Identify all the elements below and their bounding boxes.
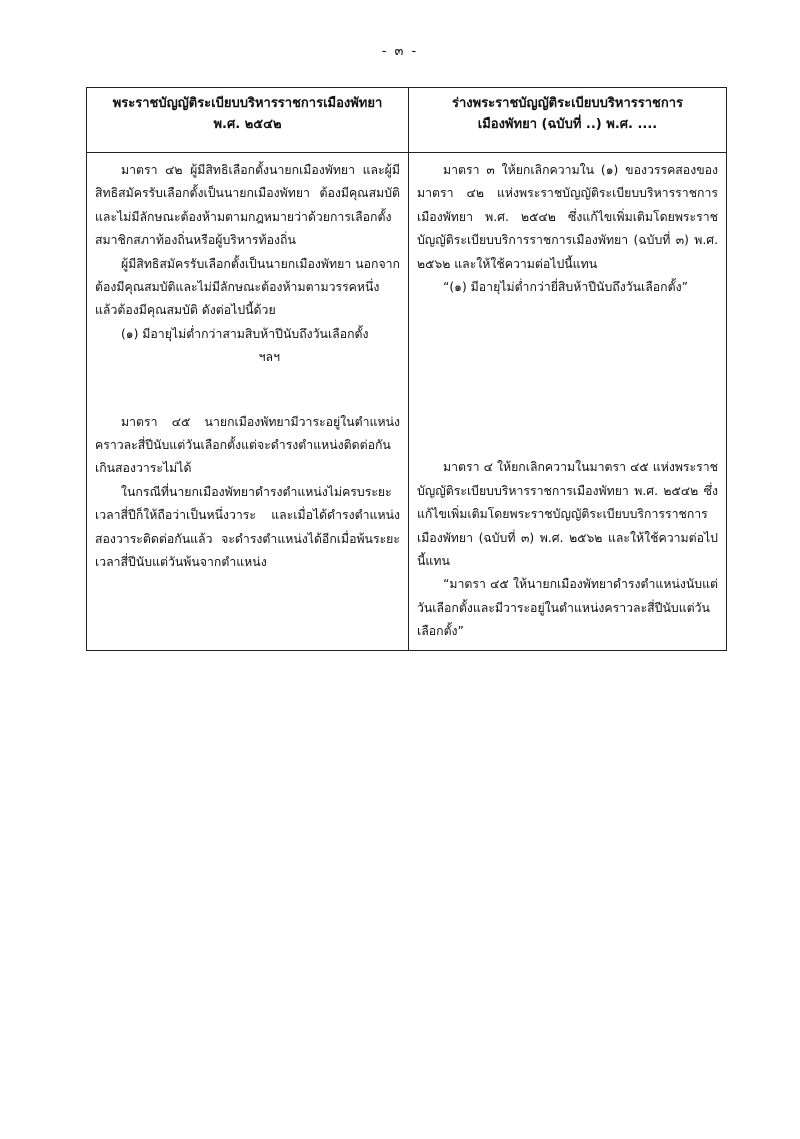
- ellipsis-mark: ฯลฯ: [258, 350, 280, 365]
- paragraph: “(๑) มีอายุไม่ต่ำกว่ายี่สิบห้าปีนับถึงวันเลือกตั้ง”: [443, 280, 688, 295]
- paragraph: ในกรณีที่นายกเมืองพัทยาดำรงตำแหน่งไม่ครบระยะเวลาสี่ปีก็ให้ถือว่าเป็นหนึ่งวาระ และเมื่อได้ดำรงตำแหน่งสองวาระติดต่อกันแล้ว จะดำรงตำแหน่งได้อีกเมื่อพ้นระยะเวลาสี่ปีนับแต่วันพ้นจากตำแหน่ง: [95, 484, 400, 570]
- draft-law-header: [409, 88, 727, 153]
- paragraph: ผู้มีสิทธิสมัครรับเลือกตั้งเป็นนายกเมืองพัทยา นอกจากต้องมีคุณสมบัติและไม่มีลักษณะต้องห้ามตามวรรคหนึ่งแล้วต้องมีคุณสมบัติ ดังต่อไปนี้ด้วย: [95, 256, 400, 318]
- spacer: [417, 299, 718, 456]
- paragraph: “มาตรา ๔๕ ให้นายกเมืองพัทยาดำรงตำแหน่งนับแต่วันเลือกตั้งและมีวาระอยู่ในตำแหน่งคราวละสี่ปีนับแต่วันเลือกตั้ง”: [417, 577, 718, 639]
- current-law-title: พระราชบัญญัติระเบียบบริหารราชการเมืองพัทยา: [112, 96, 383, 111]
- draft-amendment-text: [409, 153, 727, 651]
- paragraph: มาตรา ๔๒ ผู้มีสิทธิเลือกตั้งนายกเมืองพัทยา และผู้มีสิทธิสมัครรับเลือกตั้งเป็นนายกเมืองพัทยา ต้องมีคุณสมบัติและไม่มีลักษณะต้องห้ามตามกฎหมายว่าด้วยการเลือกตั้งสมาชิกสภาท้องถิ่นหรือผู้บริหารท้องถิ่น: [95, 163, 400, 248]
- paragraph: (๑) มีอายุไม่ต่ำกว่าสามสิบห้าปีนับถึงวันเลือกตั้ง: [121, 326, 369, 341]
- current-law-year: พ.ศ. ๒๕๔๒: [213, 117, 282, 132]
- section-42-current-text: [87, 153, 409, 651]
- table-row: [87, 153, 727, 651]
- table-header-row: [87, 88, 727, 153]
- draft-law-title: ร่างพระราชบัญญัติระเบียบบริหารราชการ: [452, 96, 683, 111]
- current-law-header: [87, 88, 409, 153]
- page-number: - ๓ -: [381, 44, 419, 59]
- paragraph: มาตรา ๔ ให้ยกเลิกความในมาตรา ๔๕ แห่งพระราชบัญญัติระเบียบบริหารราชการเมืองพัทยา พ.ศ. ๒๕๔๒ ซึ่งแก้ไขเพิ่มเติมโดยพระราชบัญญัติระเบียบบริการราชการเมืองพัทยา (ฉบับที่ ๓) พ.ศ. ๒๕๖๒ และให้ใช้ความต่อไปนี้แทน: [417, 460, 718, 569]
- paragraph: มาตรา ๔๕ นายกเมืองพัทยามีวาระอยู่ในตำแหน่งคราวละสี่ปีนับแต่วันเลือกตั้งแต่จะดำรงตำแหน่งติดต่อกันเกินสองวาระไม่ได้: [95, 414, 400, 476]
- draft-law-edition: เมืองพัทยา (ฉบับที่ ..) พ.ศ. ....: [477, 117, 658, 132]
- spacer: [95, 370, 400, 411]
- comparison-table: [86, 87, 727, 651]
- paragraph: มาตรา ๓ ให้ยกเลิกความใน (๑) ของวรรคสองของมาตรา ๔๒ แห่งพระราชบัญญัติระเบียบบริหารราชการเมืองพัทยา พ.ศ. ๒๕๔๒ ซึ่งแก้ไขเพิ่มเติมโดยพระราชบัญญัติระเบียบบริการราชการเมืองพัทยา (ฉบับที่ ๓) พ.ศ. ๒๕๖๒ และให้ใช้ความต่อไปนี้แทน: [417, 163, 718, 271]
